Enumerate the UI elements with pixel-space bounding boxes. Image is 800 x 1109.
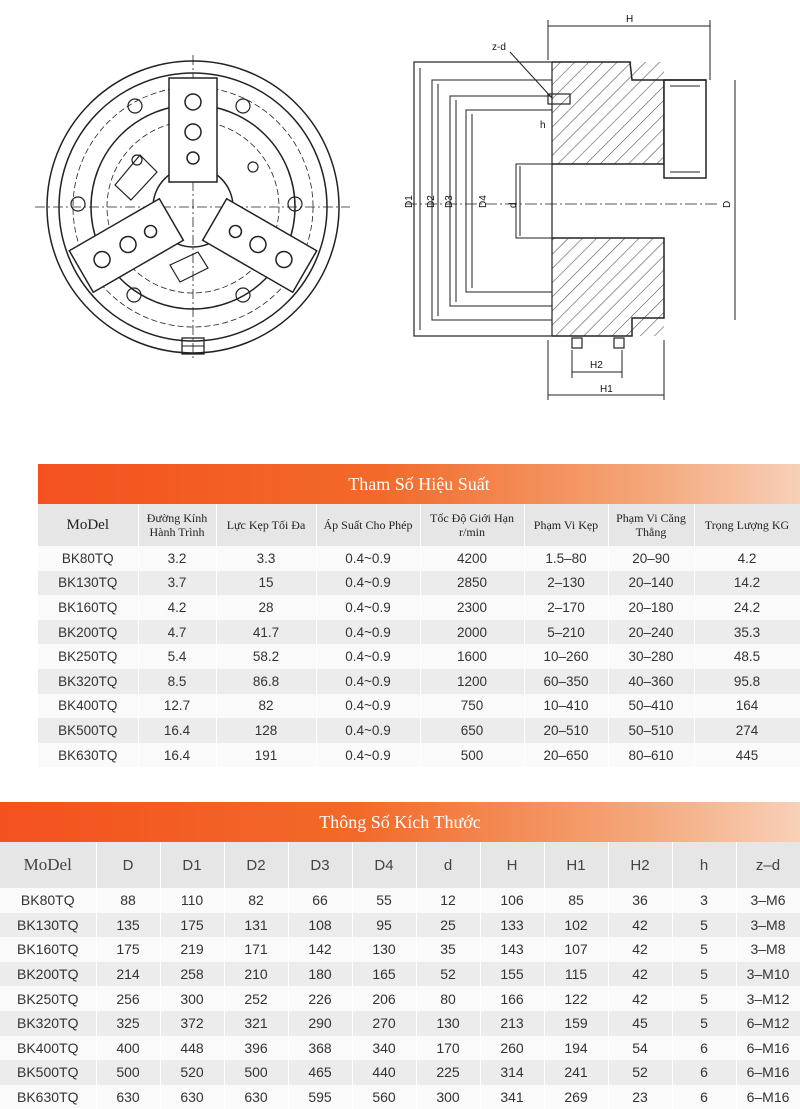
value-cell: 42 (608, 986, 672, 1011)
value-cell: 54 (608, 1036, 672, 1061)
column-header: D4 (352, 842, 416, 888)
label-H2: H2 (590, 360, 603, 371)
value-cell: 4.2 (138, 595, 216, 620)
column-header: Phạm Vi Kẹp (524, 504, 608, 546)
value-cell: 0.4~0.9 (316, 620, 420, 645)
column-header: D2 (224, 842, 288, 888)
column-header: Lực Kẹp Tối Đa (216, 504, 316, 546)
value-cell: 180 (288, 962, 352, 987)
value-cell: 595 (288, 1085, 352, 1109)
performance-title: Tham Số Hiệu Suất (38, 464, 800, 504)
table-row (0, 986, 800, 1011)
value-cell: 396 (224, 1036, 288, 1061)
value-cell: 6 (672, 1085, 736, 1109)
value-cell: 219 (160, 937, 224, 962)
value-cell: 20–180 (608, 595, 694, 620)
value-cell: 165 (352, 962, 416, 987)
value-cell: 6–M16 (736, 1036, 800, 1061)
value-cell: 2000 (420, 620, 524, 645)
value-cell: 5 (672, 913, 736, 938)
value-cell: 36 (608, 888, 672, 913)
value-cell: 341 (480, 1085, 544, 1109)
value-cell: 16.4 (138, 743, 216, 768)
value-cell: 560 (352, 1085, 416, 1109)
label-z-d: z-d (492, 42, 506, 53)
value-cell: 6 (672, 1060, 736, 1085)
value-cell: 372 (160, 1011, 224, 1036)
table-row (38, 718, 800, 743)
table-row (38, 644, 800, 669)
value-cell: 55 (352, 888, 416, 913)
value-cell: 85 (544, 888, 608, 913)
model-cell: BK320TQ (0, 1011, 96, 1036)
table-row (0, 962, 800, 987)
value-cell: 5.4 (138, 644, 216, 669)
value-cell: 1.5–80 (524, 546, 608, 571)
value-cell: 6–M16 (736, 1085, 800, 1109)
model-cell: BK130TQ (38, 571, 138, 596)
value-cell: 214 (96, 962, 160, 987)
front-view (35, 55, 350, 360)
table-row (0, 1011, 800, 1036)
value-cell: 2850 (420, 571, 524, 596)
label-D1: D1 (404, 195, 415, 208)
value-cell: 42 (608, 913, 672, 938)
column-header: D (96, 842, 160, 888)
value-cell: 258 (160, 962, 224, 987)
value-cell: 115 (544, 962, 608, 987)
value-cell: 95 (352, 913, 416, 938)
value-cell: 213 (480, 1011, 544, 1036)
model-cell: BK630TQ (0, 1085, 96, 1109)
value-cell: 14.2 (694, 571, 800, 596)
table-row (38, 743, 800, 768)
value-cell: 102 (544, 913, 608, 938)
value-cell: 42 (608, 962, 672, 987)
label-D4: D4 (478, 195, 489, 208)
value-cell: 60–350 (524, 669, 608, 694)
model-cell: BK250TQ (0, 986, 96, 1011)
model-cell: BK500TQ (0, 1060, 96, 1085)
value-cell: 400 (96, 1036, 160, 1061)
value-cell: 3–M12 (736, 986, 800, 1011)
value-cell: 142 (288, 937, 352, 962)
value-cell: 110 (160, 888, 224, 913)
value-cell: 20–240 (608, 620, 694, 645)
value-cell: 24.2 (694, 595, 800, 620)
value-cell: 256 (96, 986, 160, 1011)
model-cell: BK200TQ (0, 962, 96, 987)
value-cell: 16.4 (138, 718, 216, 743)
model-cell: BK400TQ (38, 694, 138, 719)
value-cell: 290 (288, 1011, 352, 1036)
value-cell: 12.7 (138, 694, 216, 719)
value-cell: 82 (216, 694, 316, 719)
model-cell: BK500TQ (38, 718, 138, 743)
value-cell: 206 (352, 986, 416, 1011)
value-cell: 10–260 (524, 644, 608, 669)
value-cell: 650 (420, 718, 524, 743)
value-cell: 252 (224, 986, 288, 1011)
value-cell: 4.2 (694, 546, 800, 571)
table-row (38, 571, 800, 596)
column-header: Áp Suất Cho Phép (316, 504, 420, 546)
column-header: Đường Kính Hành Trình (138, 504, 216, 546)
value-cell: 135 (96, 913, 160, 938)
jaw-top (169, 78, 217, 182)
side-view (405, 20, 735, 400)
value-cell: 171 (224, 937, 288, 962)
value-cell: 48.5 (694, 644, 800, 669)
value-cell: 5 (672, 1011, 736, 1036)
table-row (38, 546, 800, 571)
value-cell: 143 (480, 937, 544, 962)
value-cell: 368 (288, 1036, 352, 1061)
label-D2: D2 (426, 195, 437, 208)
value-cell: 28 (216, 595, 316, 620)
value-cell: 8.5 (138, 669, 216, 694)
table-row (0, 1085, 800, 1109)
value-cell: 164 (694, 694, 800, 719)
value-cell: 2–170 (524, 595, 608, 620)
value-cell: 750 (420, 694, 524, 719)
jaw-right (203, 199, 317, 293)
value-cell: 270 (352, 1011, 416, 1036)
label-D: D (722, 200, 733, 208)
value-cell: 194 (544, 1036, 608, 1061)
value-cell: 15 (216, 571, 316, 596)
value-cell: 95.8 (694, 669, 800, 694)
value-cell: 175 (96, 937, 160, 962)
value-cell: 25 (416, 913, 480, 938)
value-cell: 42 (608, 937, 672, 962)
value-cell: 1200 (420, 669, 524, 694)
label-D3: D3 (444, 195, 455, 208)
model-cell: BK200TQ (38, 620, 138, 645)
value-cell: 0.4~0.9 (316, 595, 420, 620)
value-cell: 58.2 (216, 644, 316, 669)
value-cell: 50–410 (608, 694, 694, 719)
model-cell: BK130TQ (0, 913, 96, 938)
table-row (0, 937, 800, 962)
value-cell: 0.4~0.9 (316, 669, 420, 694)
value-cell: 0.4~0.9 (316, 546, 420, 571)
value-cell: 445 (694, 743, 800, 768)
column-header: Phạm Vi Căng Thẳng (608, 504, 694, 546)
value-cell: 10–410 (524, 694, 608, 719)
label-H: H (626, 14, 634, 25)
value-cell: 155 (480, 962, 544, 987)
value-cell: 20–650 (524, 743, 608, 768)
column-header: Tốc Độ Giới Hạn r/min (420, 504, 524, 546)
value-cell: 41.7 (216, 620, 316, 645)
value-cell: 500 (420, 743, 524, 768)
table-row (0, 913, 800, 938)
table-row (38, 669, 800, 694)
model-cell: BK320TQ (38, 669, 138, 694)
value-cell: 630 (160, 1085, 224, 1109)
value-cell: 500 (96, 1060, 160, 1085)
model-cell: BK80TQ (0, 888, 96, 913)
model-cell: BK250TQ (38, 644, 138, 669)
table-row (0, 888, 800, 913)
value-cell: 30–280 (608, 644, 694, 669)
column-header: D1 (160, 842, 224, 888)
value-cell: 23 (608, 1085, 672, 1109)
table-row (38, 694, 800, 719)
performance-header-row (38, 504, 800, 546)
value-cell: 35.3 (694, 620, 800, 645)
column-header: H2 (608, 842, 672, 888)
dimensions-table (0, 842, 800, 1109)
value-cell: 5 (672, 986, 736, 1011)
value-cell: 3 (672, 888, 736, 913)
value-cell: 630 (224, 1085, 288, 1109)
value-cell: 500 (224, 1060, 288, 1085)
value-cell: 122 (544, 986, 608, 1011)
value-cell: 4200 (420, 546, 524, 571)
value-cell: 80–610 (608, 743, 694, 768)
value-cell: 5–210 (524, 620, 608, 645)
value-cell: 0.4~0.9 (316, 644, 420, 669)
table-row (38, 595, 800, 620)
value-cell: 226 (288, 986, 352, 1011)
value-cell: 106 (480, 888, 544, 913)
value-cell: 20–140 (608, 571, 694, 596)
table-row (0, 1036, 800, 1061)
value-cell: 52 (416, 962, 480, 987)
value-cell: 107 (544, 937, 608, 962)
dimensions-table-block (0, 802, 800, 1109)
value-cell: 45 (608, 1011, 672, 1036)
value-cell: 50–510 (608, 718, 694, 743)
value-cell: 269 (544, 1085, 608, 1109)
value-cell: 314 (480, 1060, 544, 1085)
value-cell: 12 (416, 888, 480, 913)
jaw-left (69, 199, 183, 293)
value-cell: 465 (288, 1060, 352, 1085)
value-cell: 5 (672, 937, 736, 962)
value-cell: 2300 (420, 595, 524, 620)
value-cell: 3.2 (138, 546, 216, 571)
value-cell: 66 (288, 888, 352, 913)
value-cell: 0.4~0.9 (316, 743, 420, 768)
value-cell: 274 (694, 718, 800, 743)
label-h: h (540, 120, 546, 131)
value-cell: 52 (608, 1060, 672, 1085)
value-cell: 82 (224, 888, 288, 913)
value-cell: 80 (416, 986, 480, 1011)
column-header: H (480, 842, 544, 888)
technical-drawing (0, 0, 800, 430)
model-cell: BK160TQ (0, 937, 96, 962)
value-cell: 86.8 (216, 669, 316, 694)
value-cell: 6–M12 (736, 1011, 800, 1036)
value-cell: 191 (216, 743, 316, 768)
value-cell: 20–90 (608, 546, 694, 571)
dimensions-header-row (0, 842, 800, 888)
value-cell: 130 (416, 1011, 480, 1036)
value-cell: 108 (288, 913, 352, 938)
value-cell: 520 (160, 1060, 224, 1085)
value-cell: 1600 (420, 644, 524, 669)
value-cell: 0.4~0.9 (316, 718, 420, 743)
column-header-model: MoDel (0, 842, 96, 888)
model-cell: BK400TQ (0, 1036, 96, 1061)
performance-table (38, 504, 800, 767)
table-row (0, 1060, 800, 1085)
dimensions-title: Thông Số Kích Thước (0, 802, 800, 842)
value-cell: 131 (224, 913, 288, 938)
column-header: z–d (736, 842, 800, 888)
value-cell: 88 (96, 888, 160, 913)
value-cell: 630 (96, 1085, 160, 1109)
column-header: Trọng Lượng KG (694, 504, 800, 546)
value-cell: 20–510 (524, 718, 608, 743)
value-cell: 260 (480, 1036, 544, 1061)
value-cell: 210 (224, 962, 288, 987)
value-cell: 325 (96, 1011, 160, 1036)
value-cell: 6 (672, 1036, 736, 1061)
value-cell: 6–M16 (736, 1060, 800, 1085)
value-cell: 35 (416, 937, 480, 962)
value-cell: 3–M6 (736, 888, 800, 913)
value-cell: 170 (416, 1036, 480, 1061)
value-cell: 321 (224, 1011, 288, 1036)
value-cell: 128 (216, 718, 316, 743)
value-cell: 3.3 (216, 546, 316, 571)
value-cell: 2–130 (524, 571, 608, 596)
column-header: d (416, 842, 480, 888)
value-cell: 3–M10 (736, 962, 800, 987)
value-cell: 241 (544, 1060, 608, 1085)
column-header: H1 (544, 842, 608, 888)
value-cell: 300 (160, 986, 224, 1011)
value-cell: 448 (160, 1036, 224, 1061)
value-cell: 300 (416, 1085, 480, 1109)
value-cell: 130 (352, 937, 416, 962)
value-cell: 4.7 (138, 620, 216, 645)
label-H1: H1 (600, 384, 613, 395)
value-cell: 440 (352, 1060, 416, 1085)
column-header: D3 (288, 842, 352, 888)
label-d: d (508, 202, 519, 208)
column-header: h (672, 842, 736, 888)
value-cell: 3.7 (138, 571, 216, 596)
model-cell: BK630TQ (38, 743, 138, 768)
value-cell: 133 (480, 913, 544, 938)
value-cell: 3–M8 (736, 937, 800, 962)
value-cell: 3–M8 (736, 913, 800, 938)
value-cell: 40–360 (608, 669, 694, 694)
value-cell: 5 (672, 962, 736, 987)
value-cell: 159 (544, 1011, 608, 1036)
value-cell: 0.4~0.9 (316, 694, 420, 719)
model-cell: BK160TQ (38, 595, 138, 620)
value-cell: 0.4~0.9 (316, 571, 420, 596)
performance-table-block (38, 464, 800, 767)
value-cell: 175 (160, 913, 224, 938)
column-header-model: MoDel (38, 504, 138, 546)
value-cell: 166 (480, 986, 544, 1011)
value-cell: 225 (416, 1060, 480, 1085)
value-cell: 340 (352, 1036, 416, 1061)
table-row (38, 620, 800, 645)
model-cell: BK80TQ (38, 546, 138, 571)
